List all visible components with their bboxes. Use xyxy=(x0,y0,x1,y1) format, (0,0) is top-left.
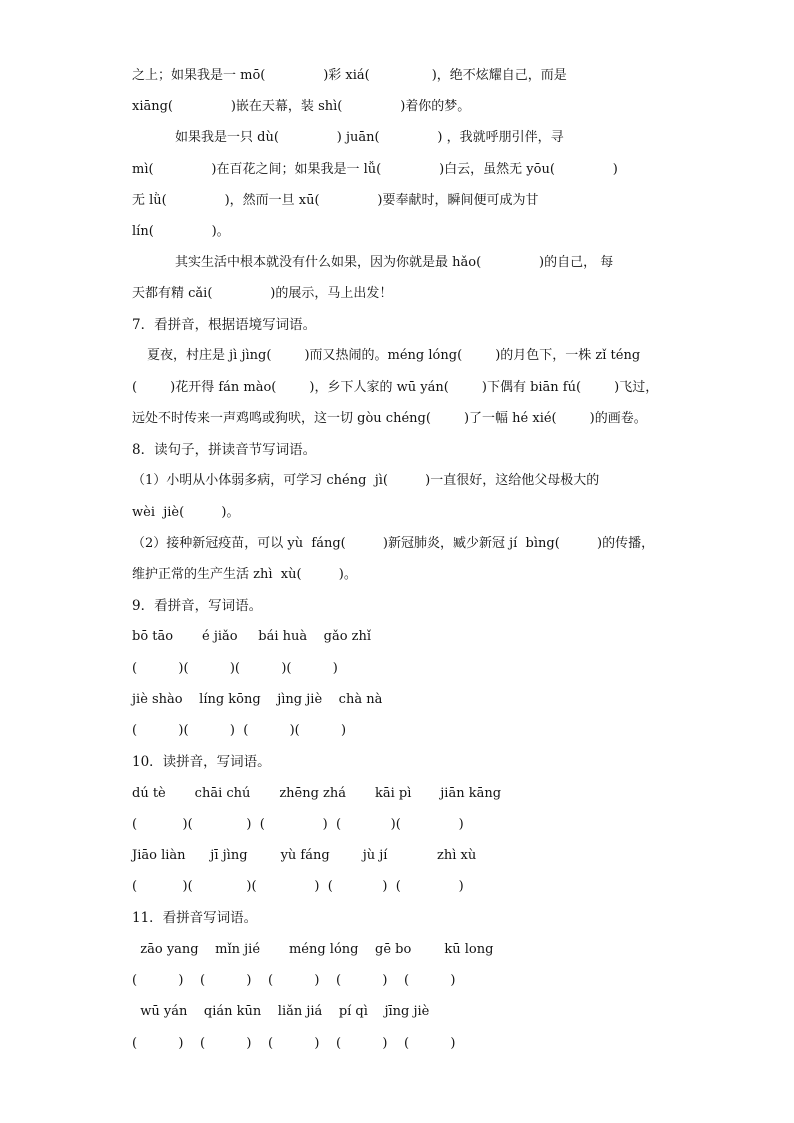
passage-line-2: xiāng( )嵌在天幕，装 shì( )着你的梦。 xyxy=(132,99,471,114)
question-10-title: 10．读拼音，写词语。 xyxy=(132,754,271,770)
question-11-blank-row-2: ( ) ( ) ( ) ( ) ( ) xyxy=(132,1036,456,1051)
passage-line-8: 天都有精 cǎi( )的展示，马上出发！ xyxy=(132,286,393,301)
question-10-blank-row-1: ( )( ) ( ) ( )( ) xyxy=(132,817,464,832)
question-9-pinyin-row-2: jiè shào líng kōng jìng jiè chà nà xyxy=(132,692,383,707)
question-7-title: 7．看拼音，根据语境写词语。 xyxy=(132,317,317,333)
question-10-pinyin-row-2: Jiāo liàn jī jìng yù fáng jù jí zhì xù xyxy=(132,848,477,863)
question-7-line-2: ( )花开得 fán mào( )，乡下人家的 wū yán( )下偶有 biān fú( )飞过， xyxy=(132,380,659,395)
passage-line-3: 如果我是一只 dù( ) juān( ) ，我就呼朋引伴，寻 xyxy=(175,130,564,145)
question-11-pinyin-row-1: zāo yang mǐn jié méng lóng gē bo kū long xyxy=(132,942,494,957)
passage-line-1: 之上；如果我是一 mō( )彩 xiá( )，绝不炫耀自己，而是 xyxy=(132,68,567,83)
question-11-title: 11．看拼音写词语。 xyxy=(132,910,258,926)
question-9-title: 9．看拼音，写词语。 xyxy=(132,598,263,614)
question-8-title: 8．读句子，拼读音节写词语。 xyxy=(132,442,317,458)
passage-line-7: 其实生活中根本就没有什么如果，因为你就是最 hǎo( )的自己， 每 xyxy=(175,255,614,270)
passage-line-6: lín( )。 xyxy=(132,224,230,239)
question-11-pinyin-row-2: wū yán qián kūn liǎn jiá pí qì jīng jiè xyxy=(132,1004,430,1019)
question-7-line-1: 夏夜，村庄是 jì jìng( )而又热闹的。méng lóng( )的月色下，一株 zǐ téng xyxy=(147,348,641,363)
question-8-line-2: wèi jiè( )。 xyxy=(132,505,240,520)
question-7-line-3: 远处不时传来一声鸡鸣或狗吠，这一切 gòu chéng( )了一幅 hé xié( )的画卷。 xyxy=(132,411,647,426)
question-9-pinyin-row-1: bō tāo é jiǎo bái huà gǎo zhǐ xyxy=(132,629,372,644)
question-10-blank-row-2: ( )( )( ) ( ) ( ) xyxy=(132,879,464,894)
question-8-line-4: 维护正常的生产生活 zhì xù( )。 xyxy=(132,567,357,582)
question-9-blank-row-2: ( )( ) ( )( ) xyxy=(132,723,347,738)
question-8-line-3: （2）接种新冠疫苗，可以 yù fáng( )新冠肺炎，臧少新冠 jí bìng( )的传播， xyxy=(132,536,655,551)
passage-line-5: 无 lǜ( )，然而一旦 xū( )要奉献时，瞬间便可成为甘 xyxy=(132,193,539,208)
question-11-blank-row-1: ( ) ( ) ( ) ( ) ( ) xyxy=(132,973,456,988)
passage-line-4: mì( )在百花之间；如果我是一 lǚ( )白云，虽然无 yōu( ) xyxy=(132,162,618,177)
question-9-blank-row-1: ( )( )( )( ) xyxy=(132,661,338,676)
question-10-pinyin-row-1: dú tè chāi chú zhēng zhá kāi pì jiān kāng xyxy=(132,786,502,801)
question-8-line-1: （1）小明从小体弱多病，可学习 chéng jì( )一直很好，这给他父母极大的 xyxy=(132,473,600,488)
